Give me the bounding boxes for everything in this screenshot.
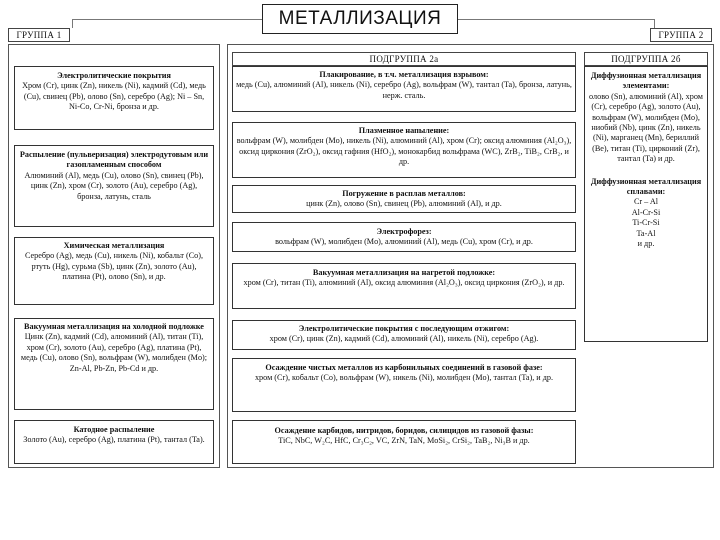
item-heading: Электрофорез: [376, 227, 432, 236]
subgroup-2a-item-dipping [232, 185, 576, 213]
group2-header: ГРУППА 2 [650, 28, 712, 42]
item-heading: Погружение в расплав металлов: [342, 189, 466, 198]
group1-item-electrolytic [14, 66, 214, 130]
item-heading: Электролитические покрытия [57, 71, 171, 80]
subgroup-2a-item-vacuum-hot [232, 263, 576, 309]
group1-item-vacuum-cold [14, 318, 214, 410]
diffusion-elements-heading: Диффузионная металлизация элементами: [590, 71, 702, 91]
alloy-line: Al-Cr-Si [631, 207, 661, 217]
subgroup-2a-item-carbonyl [232, 358, 576, 412]
diffusion-alloys-heading: Диффузионная металлизация сплавами: [590, 176, 702, 197]
subgroup-2a-item-electrophoresis [232, 222, 576, 252]
alloy-line: и др. [637, 239, 655, 249]
item-heading: Распыление (пульверизация) электродутовым или газопламенным способом [19, 150, 209, 170]
subgroup-2a-item-carbides [232, 420, 576, 464]
item-heading: Осаждение карбидов, нитридов, боридов, силицидов из газовой фазы: [274, 426, 534, 435]
item-heading: Электролитические покрытия с последующим отжигом: [298, 324, 510, 333]
item-heading: Вакуумная металлизация на холодной подложке [24, 322, 204, 331]
diffusion-elements-text: олово (Sn), алюминий (Al), хром (Cr), серебро (Ag), золото (Au), вольфрам (W), молибден (Mo), ниобий (Nb), цинк (Zn), никель (Ni), марганец (Mn), бериллий (Be), титан (Ti), цирконий (Zr), тантал (Ta) и др. [589, 91, 703, 164]
item-heading: Химическая металлизация [63, 241, 165, 250]
item-text: вольфрам (W), молибден (Mo), алюминий (Al), медь (Cu), хром (Cr), и др. [275, 237, 533, 247]
subgroup-2b-header: ПОДГРУППА 2б [584, 52, 708, 66]
subgroup-2b-panel [584, 66, 708, 342]
page-title: МЕТАЛЛИЗАЦИЯ [262, 4, 458, 34]
group1-item-spraying [14, 145, 214, 227]
alloy-line: Cr – Al [633, 197, 659, 207]
group1-header: ГРУППА 1 [8, 28, 70, 42]
item-text: хром (Cr), титан (Ti), алюминий (Al), оксид алюминия (Al₂O₃), оксид циркония (ZrO₂), и др. [243, 278, 565, 288]
item-text: Хром (Cr), цинк (Zn), никель (Ni), кадмий (Cd), медь (Cu), свинец (Pb), олово (Sn), серебро (Ag); Ni – Sn, Ni-Co, Cr-Ni, бронза и др. [22, 81, 206, 112]
item-text: медь (Cu), алюминий (Al), никель (Ni), серебро (Ag), вольфрам (W), тантал (Ta), бронза, латунь, нерж. сталь. [236, 80, 572, 100]
item-heading: Катодное распыление [73, 425, 155, 434]
group1-item-chemical [14, 237, 214, 305]
subgroup-2a-item-electrolytic-anneal [232, 320, 576, 350]
item-heading: Вакуумная металлизация на нагретой подложке: [312, 268, 496, 277]
item-text: цинк (Zn), олово (Sn), свинец (Pb), алюминий (Al), и др. [306, 199, 502, 209]
connector-line [654, 19, 655, 28]
item-text: хром (Cr), кобальт (Co), вольфрам (W), никель (Ni), молибден (Mo), тантал (Ta), и др. [254, 373, 554, 383]
item-text: вольфрам (W), молибден (Mo), никель (Ni), алюминий (Al), хром (Cr); оксид алюминия (Al₂O₃), оксид циркония (ZrO₂), оксид гафния (HfO₂), монокарбид вольфрама (WC), ZrB₂, TiB₂, CrB₂, и др. [236, 136, 572, 167]
item-text: Серебро (Ag), медь (Cu), никель (Ni), кобальт (Co), ртуть (Hg), сурьма (Sb), цинк (Zn), золото (Au), платина (Pt), олово (Sn), и др. [24, 251, 204, 282]
item-text: TiC, NbC, W₂C, HfC, Cr₃C₂, VC, ZrN, TaN, MoSi₂, CrSi₂, TaB₂, Ni₃B и др. [278, 436, 530, 446]
item-heading: Плазменное напыление: [358, 126, 450, 135]
connector-line [458, 19, 654, 20]
item-heading: Осаждение чистых металлов из карбонильных соединений в газовой фазе: [265, 363, 543, 372]
alloy-line: Ta-Al [636, 228, 656, 238]
connector-line [72, 19, 262, 20]
alloy-line: Ti-Cr-Si [632, 218, 660, 228]
subgroup-2a-item-cladding [232, 66, 576, 112]
item-heading: Плакирование, в т.ч. металлизация взрывом: [319, 70, 489, 79]
item-text: Алюминий (Al), медь (Cu), олово (Sn), свинец (Pb), цинк (Zn), хром (Cr), золото (Au), серебро (Ag), бронза, латунь, сталь [24, 170, 204, 201]
group1-item-cathode [14, 420, 214, 464]
item-text: Золото (Au), серебро (Ag), платина (Pt), тантал (Ta). [23, 435, 205, 445]
subgroup-2a-header: ПОДГРУППА 2а [232, 52, 576, 66]
item-text: хром (Cr), цинк (Zn), кадмий (Cd), алюминий (Al), никель (Ni), серебро (Ag). [269, 334, 539, 344]
item-text: Цинк (Zn), кадмий (Cd), алюминий (Al), титан (Ti), хром (Cr), золото (Au), серебро (Ag), платина (Pt), медь (Cu), олово (Sn), вольфрам (W), молибден (Mo); Zn-Al, Pb-Zn, Pb-Cd и др. [20, 332, 208, 373]
subgroup-2a-item-plasma [232, 122, 576, 178]
connector-line [72, 19, 73, 28]
